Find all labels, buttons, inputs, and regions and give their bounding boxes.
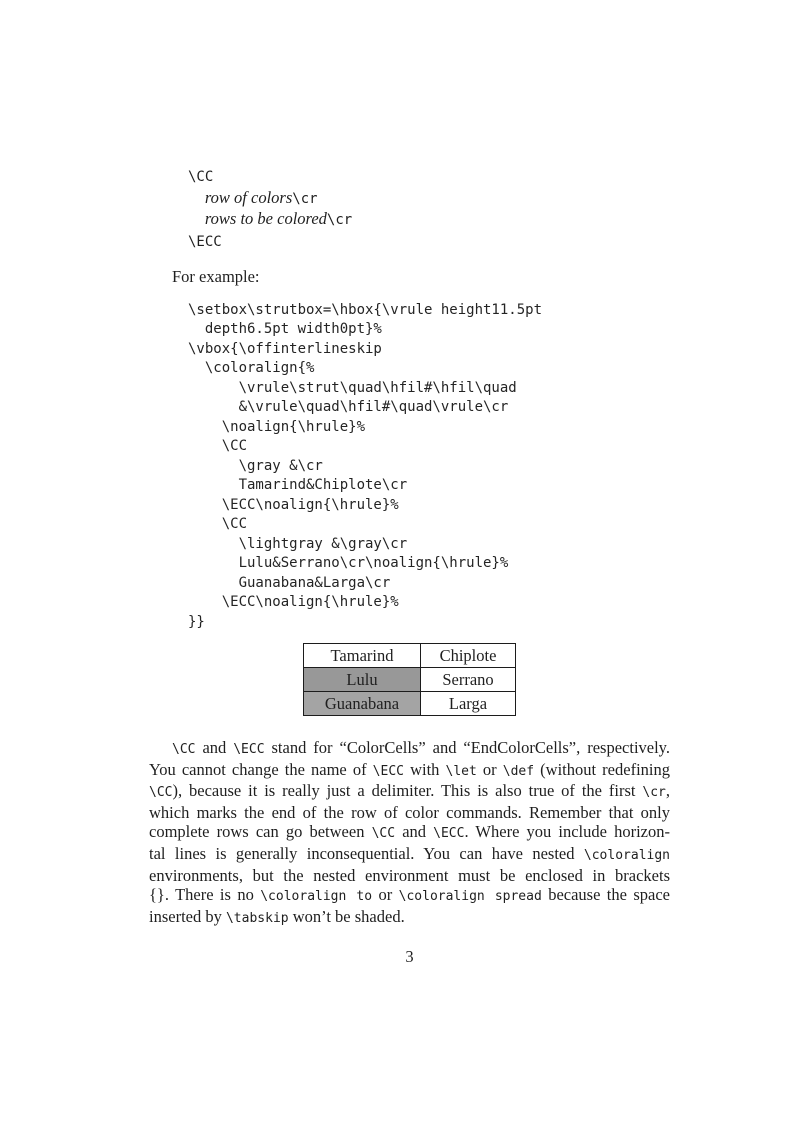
code-example-block: [188, 301, 670, 633]
text-segment: row of colors: [204, 187, 293, 207]
text-segment: because the space: [541, 885, 671, 905]
table-cell: Chiplote: [421, 644, 516, 668]
for-example-label: For example:: [172, 267, 260, 286]
inline-code: \tabskip: [225, 910, 289, 926]
inline-code: \cr: [642, 785, 666, 801]
inline-code: \cr: [326, 212, 353, 228]
text-segment: tal lines is generally inconsequential. You can have nested: [149, 843, 584, 863]
color-cells-table: [303, 643, 516, 716]
text-segment: and: [395, 822, 434, 842]
code-line: depth6.5pt width0pt}%: [188, 321, 382, 337]
paragraph-line: [149, 907, 670, 929]
text-segment: stand for “ColorCells” and “EndColorCells”, respectively.: [264, 738, 670, 757]
inline-code: \CC: [188, 169, 214, 185]
page-number: 3: [405, 947, 414, 967]
paragraph-line: [149, 781, 670, 803]
code-line: \vrule\strut\quad\hfil#\hfil\quad: [188, 379, 517, 396]
inline-code: \def: [502, 763, 535, 779]
code-line: \gray &\cr: [188, 457, 323, 474]
inline-code: \CC: [371, 826, 396, 842]
cc-syntax-block: [188, 166, 670, 252]
code-line: \noalign{\hrule}%: [188, 418, 366, 435]
paragraph-line: [149, 738, 670, 760]
paragraph-line: [149, 822, 670, 844]
paragraph-line: [149, 866, 670, 886]
inline-code: \ECC: [372, 763, 404, 779]
inline-code: \coloralign: [583, 847, 670, 863]
text-segment: complete rows can go between: [149, 822, 372, 842]
text-segment: or: [476, 759, 503, 779]
text-segment: won’t be shaded.: [288, 906, 405, 926]
text-segment: inserted by: [149, 906, 226, 926]
code-line: \lightgray &\gray\cr: [188, 535, 408, 552]
code-line: Tamarind&Chiplote\cr: [188, 477, 408, 493]
table-row: [304, 644, 516, 668]
inline-code: [188, 212, 205, 228]
body-paragraph: [149, 738, 670, 928]
paragraph-line: [149, 760, 670, 782]
inline-code: \CC: [149, 785, 173, 801]
inline-code: \CC: [172, 742, 196, 757]
code-line: \ECC\noalign{\hrule}%: [188, 496, 399, 513]
paragraph-line: [149, 844, 670, 866]
text-segment: rows to be colored: [204, 209, 327, 228]
text-segment: ), because it is really just a delimiter. This is also true of the first: [172, 781, 643, 801]
text-segment: environments, but the nested environment must be enclosed in brackets: [149, 865, 670, 885]
syntax-line: [188, 209, 670, 231]
code-line: \vbox{\offinterlineskip: [188, 340, 382, 357]
text-segment: {}. There is no: [149, 885, 261, 905]
code-line: \CC: [188, 438, 248, 454]
text-segment: . Where you include horizon-: [464, 822, 670, 842]
text-segment: with: [403, 759, 446, 779]
table-row: [304, 668, 516, 692]
inline-code: \ECC: [233, 742, 265, 757]
code-line: &\vrule\quad\hfil#\quad\vrule\cr: [188, 399, 509, 415]
code-line: Guanabana&Larga\cr: [188, 574, 391, 591]
inline-code: \let: [445, 763, 477, 779]
text-segment: which marks the end of the row of color commands. Remember that only: [149, 802, 670, 822]
text-segment: and: [195, 738, 234, 757]
table-cell: Larga: [421, 692, 516, 716]
table-cell: Lulu: [304, 668, 421, 692]
syntax-line: [188, 166, 670, 188]
code-line: \coloralign{%: [188, 360, 315, 376]
table-cell: Guanabana: [304, 692, 421, 716]
syntax-line: [188, 231, 670, 253]
table-cell: Serrano: [421, 668, 516, 692]
inline-code: \cr: [292, 190, 318, 207]
inline-code: \coloralign to: [260, 889, 373, 905]
code-line: Lulu&Serrano\cr\noalign{\hrule}%: [188, 555, 509, 571]
syntax-line: [188, 188, 670, 210]
table-cell: Tamarind: [304, 644, 421, 668]
inline-code: [188, 191, 205, 207]
code-line: }}: [188, 613, 205, 630]
code-line: \CC: [188, 516, 248, 532]
code-line: \setbox\strutbox=\hbox{\vrule height11.5pt: [188, 301, 543, 318]
text-segment: ,: [665, 781, 670, 801]
table-row: [304, 692, 516, 716]
inline-code: \coloralign spread: [398, 889, 542, 905]
paragraph-line: [149, 803, 670, 823]
inline-code: \ECC: [188, 233, 222, 250]
text-segment: You cannot change the name of: [149, 759, 373, 779]
inline-code: \ECC: [433, 826, 465, 842]
paragraph-line: [149, 885, 670, 907]
text-segment: or: [372, 885, 399, 905]
code-line: \ECC\noalign{\hrule}%: [188, 594, 399, 610]
page-content: [149, 166, 670, 967]
text-segment: (without redefining: [534, 759, 670, 779]
